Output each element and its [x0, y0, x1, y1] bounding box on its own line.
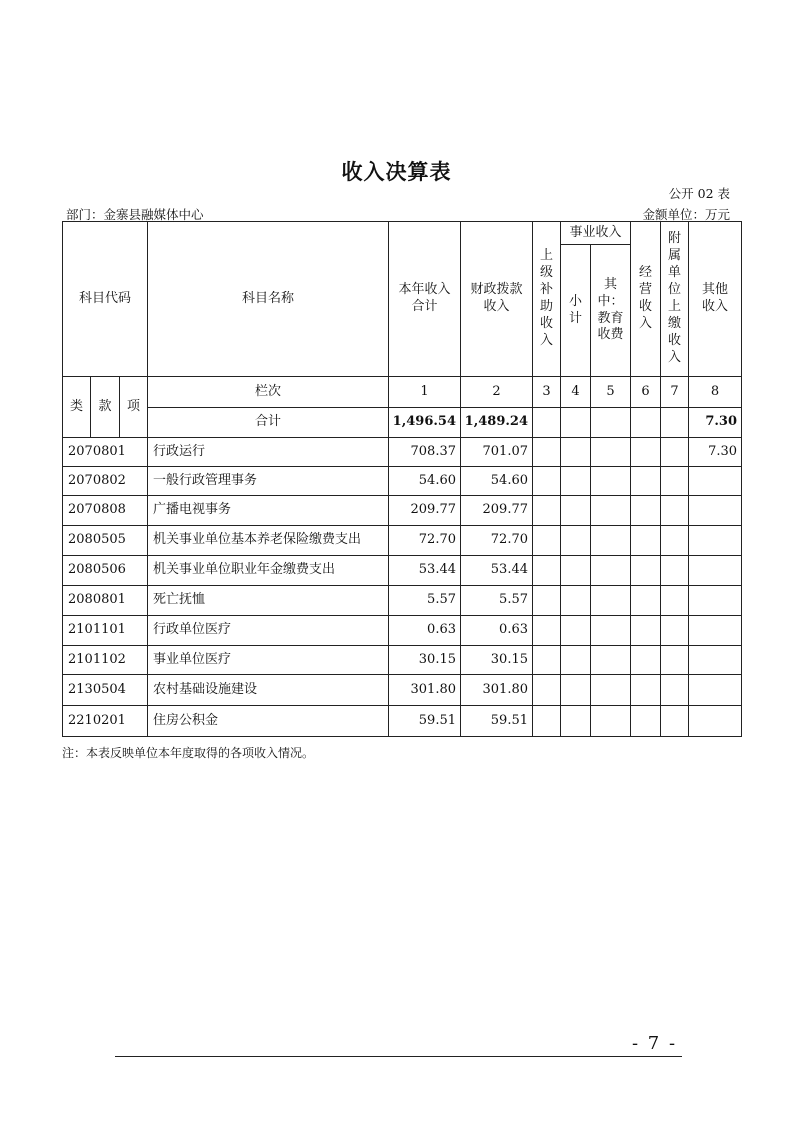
header-line: 收费 [597, 327, 624, 343]
table-note: 注：本表反映单位本年度取得的各项收入情况。 [62, 746, 315, 760]
empty-cell [533, 706, 561, 737]
empty-cell [661, 526, 689, 556]
header-line: 收入 [483, 299, 510, 314]
header-char: 收 [539, 315, 553, 331]
table-row [63, 646, 742, 675]
header-char: 计 [568, 310, 582, 326]
header-char: 上 [539, 248, 553, 264]
header-subject-name: 科目名称 [148, 222, 389, 377]
header-fiscal-income [461, 222, 533, 377]
other-income-cell [689, 706, 742, 737]
empty-cell [533, 496, 561, 526]
empty-cell [533, 556, 561, 586]
empty-cell [533, 408, 561, 438]
table-row [63, 586, 742, 616]
empty-cell [533, 526, 561, 556]
header-char: 附 [668, 231, 682, 247]
subject-name-cell: 行政单位医疗 [148, 616, 389, 646]
empty-cell [561, 526, 591, 556]
subject-name-cell: 住房公积金 [148, 706, 389, 737]
subject-code-cell: 2101102 [63, 646, 148, 675]
total-income-cell: 301.80 [389, 675, 461, 706]
fiscal-income-cell: 72.70 [461, 526, 533, 556]
header-line: 本年收入 [398, 282, 451, 298]
empty-cell [591, 467, 631, 496]
total-income-cell: 53.44 [389, 556, 461, 586]
column-number: 1 [389, 377, 461, 408]
subject-name-cell: 农村基础设施建设 [148, 675, 389, 706]
fiscal-income-cell: 59.51 [461, 706, 533, 737]
header-char: 营 [639, 282, 653, 298]
empty-cell [661, 496, 689, 526]
empty-cell [661, 467, 689, 496]
header-lanci: 栏次 [148, 377, 389, 408]
column-number: 4 [561, 377, 591, 408]
amount-unit-label: 金额单位：万元 [642, 207, 730, 222]
total-income-cell: 5.57 [389, 586, 461, 616]
empty-cell [591, 646, 631, 675]
column-number: 2 [461, 377, 533, 408]
total-income-cell: 54.60 [389, 467, 461, 496]
header-lei: 类 [63, 377, 91, 438]
subject-code-cell: 2130504 [63, 675, 148, 706]
table-row [63, 467, 742, 496]
table-row [63, 526, 742, 556]
header-char: 级 [539, 265, 553, 281]
header-char: 补 [539, 282, 553, 298]
header-char: 小 [568, 293, 582, 309]
total-row-total-income: 1,496.54 [389, 408, 461, 438]
header-operating-income [631, 222, 661, 377]
empty-cell [561, 467, 591, 496]
header-line: 收入 [702, 299, 729, 314]
subject-name-cell: 行政运行 [148, 438, 389, 467]
subject-name-cell: 机关事业单位基本养老保险缴费支出 [148, 526, 389, 556]
fiscal-income-cell: 0.63 [461, 616, 533, 646]
empty-cell [591, 496, 631, 526]
empty-cell [631, 526, 661, 556]
empty-cell [631, 556, 661, 586]
other-income-cell [689, 646, 742, 675]
header-char: 入 [639, 315, 653, 331]
header-other-income [689, 222, 742, 377]
empty-cell [561, 675, 591, 706]
fiscal-income-cell: 5.57 [461, 586, 533, 616]
empty-cell [561, 586, 591, 616]
form-number: 公开 02 表 [668, 186, 730, 201]
total-row-label: 合计 [148, 408, 389, 438]
header-kuan: 款 [91, 377, 120, 438]
header-education-fees [591, 245, 631, 377]
fiscal-income-cell: 54.60 [461, 467, 533, 496]
total-income-cell: 30.15 [389, 646, 461, 675]
footer-divider [115, 1056, 682, 1057]
empty-cell [561, 408, 591, 438]
header-line: 财政拨款 [470, 282, 523, 298]
empty-cell [631, 675, 661, 706]
fiscal-income-cell: 301.80 [461, 675, 533, 706]
empty-cell [533, 616, 561, 646]
total-income-cell: 209.77 [389, 496, 461, 526]
table-row [63, 556, 742, 586]
empty-cell [561, 556, 591, 586]
header-line: 教育 [597, 310, 624, 326]
empty-cell [661, 438, 689, 467]
other-income-cell [689, 556, 742, 586]
empty-cell [533, 646, 561, 675]
subject-code-cell: 2080506 [63, 556, 148, 586]
empty-cell [591, 408, 631, 438]
header-char: 上 [668, 299, 682, 314]
header-char: 收 [639, 299, 653, 314]
empty-cell [661, 586, 689, 616]
column-number: 6 [631, 377, 661, 408]
empty-cell [561, 496, 591, 526]
header-subtotal [561, 245, 591, 377]
other-income-cell [689, 586, 742, 616]
header-char: 经 [639, 265, 653, 281]
total-row-fiscal-income: 1,489.24 [461, 408, 533, 438]
empty-cell [631, 646, 661, 675]
header-line: 其他 [702, 282, 729, 298]
empty-cell [591, 706, 631, 737]
other-income-cell: 7.30 [689, 438, 742, 467]
empty-cell [661, 408, 689, 438]
empty-cell [561, 616, 591, 646]
empty-cell [533, 586, 561, 616]
header-char: 入 [539, 332, 553, 348]
fiscal-income-cell: 30.15 [461, 646, 533, 675]
fiscal-income-cell: 209.77 [461, 496, 533, 526]
empty-cell [561, 706, 591, 737]
header-xiang: 项 [120, 377, 148, 438]
empty-cell [631, 706, 661, 737]
empty-cell [631, 616, 661, 646]
header-line: 中： [597, 293, 624, 309]
empty-cell [631, 438, 661, 467]
other-income-cell [689, 675, 742, 706]
header-upper-subsidy [533, 222, 561, 377]
empty-cell [561, 646, 591, 675]
empty-cell [661, 706, 689, 737]
empty-cell [631, 496, 661, 526]
empty-cell [631, 408, 661, 438]
table-row [63, 675, 742, 706]
subject-code-cell: 2101101 [63, 616, 148, 646]
header-line: 合计 [411, 299, 438, 314]
header-char: 单 [668, 265, 682, 281]
header-char: 位 [668, 282, 682, 298]
subject-code-cell: 2080505 [63, 526, 148, 556]
header-business-income: 事业收入 [561, 222, 631, 245]
header-char: 属 [668, 248, 682, 264]
other-income-cell [689, 616, 742, 646]
table-row [63, 616, 742, 646]
page-title: 收入决算表 [341, 160, 452, 184]
header-affiliated-income [661, 222, 689, 377]
total-income-cell: 0.63 [389, 616, 461, 646]
empty-cell [591, 616, 631, 646]
subject-name-cell: 死亡抚恤 [148, 586, 389, 616]
header-subject-code: 科目代码 [63, 222, 148, 377]
header-char: 助 [539, 299, 553, 314]
column-number: 5 [591, 377, 631, 408]
empty-cell [661, 646, 689, 675]
column-number: 8 [689, 377, 742, 408]
column-number: 7 [661, 377, 689, 408]
empty-cell [661, 675, 689, 706]
empty-cell [561, 438, 591, 467]
header-char: 缴 [668, 315, 682, 331]
empty-cell [591, 438, 631, 467]
other-income-cell [689, 467, 742, 496]
header-char: 入 [668, 349, 682, 365]
empty-cell [533, 438, 561, 467]
empty-cell [661, 616, 689, 646]
subject-code-cell: 2070808 [63, 496, 148, 526]
empty-cell [591, 675, 631, 706]
empty-cell [533, 467, 561, 496]
department-label: 部门：金寨县融媒体中心 [66, 207, 204, 222]
subject-code-cell: 2210201 [63, 706, 148, 737]
empty-cell [631, 586, 661, 616]
subject-name-cell: 广播电视事务 [148, 496, 389, 526]
subject-code-cell: 2080801 [63, 586, 148, 616]
subject-name-cell: 机关事业单位职业年金缴费支出 [148, 556, 389, 586]
income-table [62, 221, 742, 737]
header-line: 其 [604, 276, 618, 292]
empty-cell [661, 556, 689, 586]
subject-code-cell: 2070802 [63, 467, 148, 496]
total-income-cell: 59.51 [389, 706, 461, 737]
subject-name-cell: 事业单位医疗 [148, 646, 389, 675]
column-number: 3 [533, 377, 561, 408]
empty-cell [533, 675, 561, 706]
fiscal-income-cell: 53.44 [461, 556, 533, 586]
other-income-cell [689, 526, 742, 556]
page-number: - 7 - [632, 1033, 678, 1054]
empty-cell [591, 556, 631, 586]
table-row [63, 438, 742, 467]
header-char: 收 [668, 332, 682, 348]
table-row [63, 706, 742, 737]
total-income-cell: 708.37 [389, 438, 461, 467]
fiscal-income-cell: 701.07 [461, 438, 533, 467]
empty-cell [631, 467, 661, 496]
other-income-cell [689, 496, 742, 526]
total-income-cell: 72.70 [389, 526, 461, 556]
header-total-income [389, 222, 461, 377]
table-row [63, 496, 742, 526]
empty-cell [591, 526, 631, 556]
empty-cell [591, 586, 631, 616]
total-row-other-income: 7.30 [689, 408, 742, 438]
subject-name-cell: 一般行政管理事务 [148, 467, 389, 496]
subject-code-cell: 2070801 [63, 438, 148, 467]
